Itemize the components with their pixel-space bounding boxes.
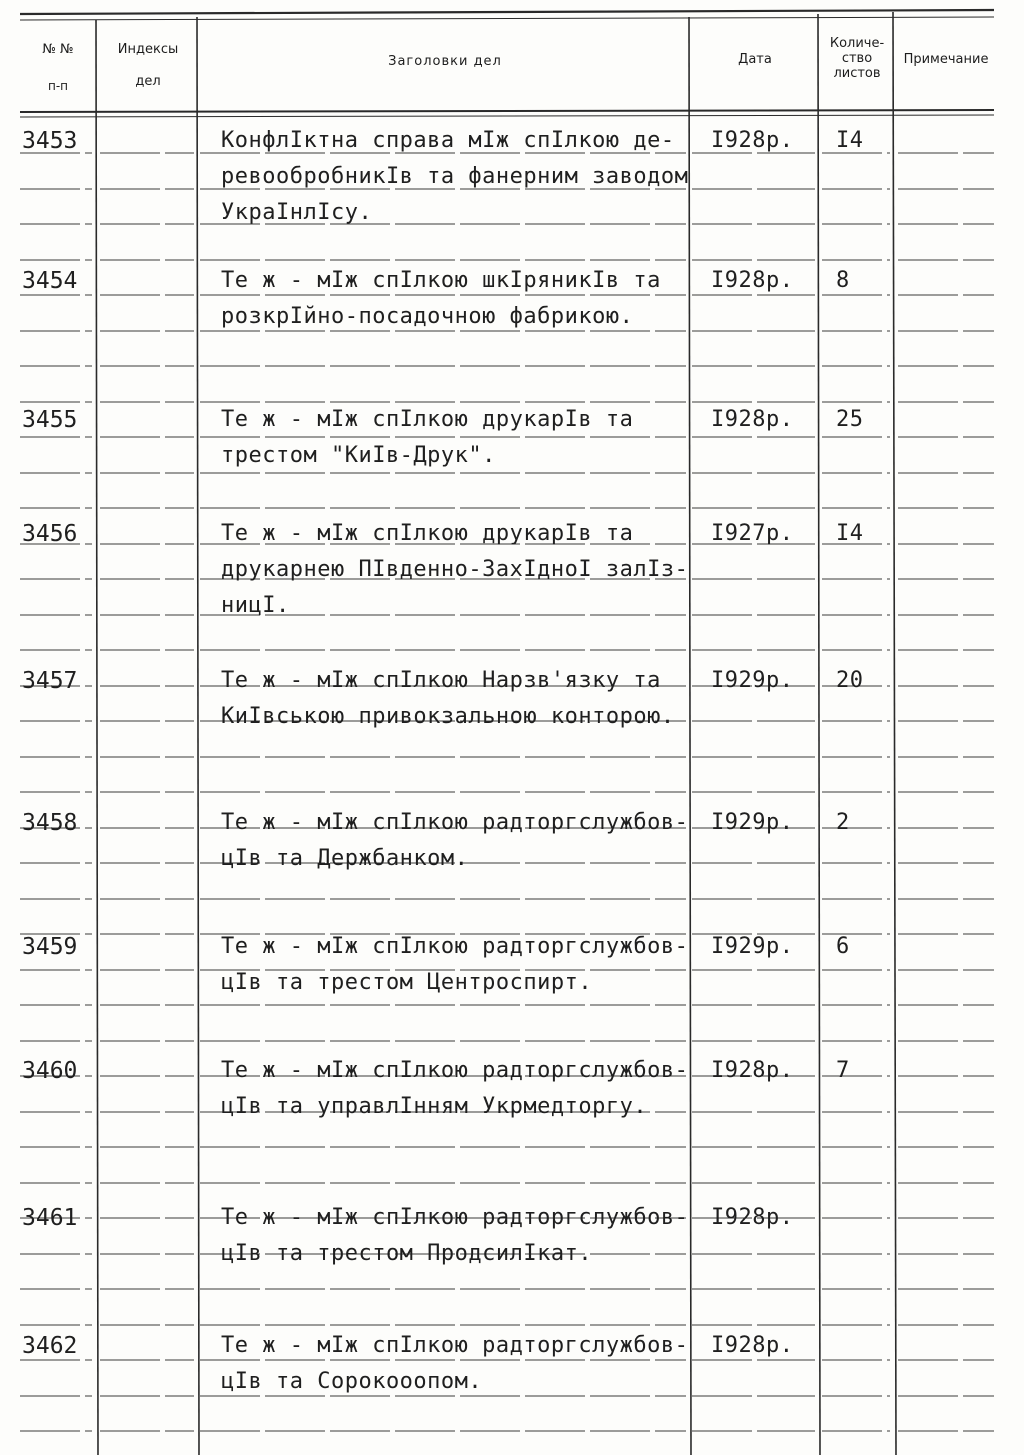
case-date: I929р. <box>711 810 794 835</box>
case-number: 3458 <box>22 810 78 836</box>
case-title-line: Те ж - мIж спIлкою Нарзв'язку та <box>221 668 661 693</box>
case-date: I929р. <box>711 668 794 693</box>
case-title-line: цIв та Держбанком. <box>221 846 469 871</box>
header-index-top: Индексы <box>117 42 179 57</box>
case-date: I928р. <box>711 407 794 432</box>
case-title-line: Те ж - мIж спIлкою радторгслужбов- <box>221 1205 689 1230</box>
case-date: I928р. <box>711 128 794 153</box>
case-title-line: Те ж - мIж спIлкою шкIряникIв та <box>221 268 661 293</box>
case-number: 3461 <box>22 1205 78 1231</box>
case-sheet-count: 20 <box>836 668 864 693</box>
case-date: I928р. <box>711 268 794 293</box>
case-title-line: ницI. <box>221 593 290 618</box>
case-sheet-count: 7 <box>836 1058 850 1083</box>
case-title-line: Те ж - мIж спIлкою радторгслужбов- <box>221 934 689 959</box>
case-date: I928р. <box>711 1058 794 1083</box>
case-title-line: КиIвською привокзальною конторою. <box>221 704 675 729</box>
case-title-line: Те ж - мIж спIлкою друкарIв та <box>221 407 634 432</box>
case-sheet-count: 25 <box>836 407 864 432</box>
case-title-line: Те ж - мIж спIлкою радторгслужбов- <box>221 1058 689 1083</box>
case-title-line: Те ж - мIж спIлкою радторгслужбов- <box>221 1333 689 1358</box>
case-title-line: цIв та управлIнням Укрмедторгу. <box>221 1094 648 1119</box>
case-number: 3457 <box>22 668 78 694</box>
header-count-line2: ство <box>841 51 873 66</box>
case-number: 3453 <box>22 128 78 154</box>
case-number: 3462 <box>22 1333 78 1359</box>
header-sheet-count <box>820 36 894 81</box>
case-title-line: трестом "КиIв-Друк". <box>221 443 496 468</box>
case-number: 3456 <box>22 521 78 547</box>
header-index-bottom: дел <box>135 74 161 89</box>
case-date: I928р. <box>711 1333 794 1358</box>
case-number: 3455 <box>22 407 78 433</box>
header-index <box>100 42 196 90</box>
case-title-line: Те ж - мIж спIлкою радторгслужбов- <box>221 810 689 835</box>
case-title-line: друкарнею ПIвденно-ЗахIдноI залIз- <box>221 557 689 582</box>
header-count-line3: листов <box>833 66 881 81</box>
case-sheet-count: 8 <box>836 268 850 293</box>
header-titles: Заголовки дел <box>388 54 502 69</box>
case-date: I927р. <box>711 521 794 546</box>
case-title-line: цIв та трестом Центроспирт. <box>221 970 593 995</box>
case-sheet-count: 6 <box>836 934 850 959</box>
case-title-line: Те ж - мIж спIлкою друкарIв та <box>221 521 634 546</box>
case-number: 3459 <box>22 934 78 960</box>
case-title-line: цIв та трестом ПродсилIкат. <box>221 1241 593 1266</box>
header-number <box>22 42 94 94</box>
header-count-line1: Количе- <box>829 36 885 51</box>
case-title-line: розкрIйно-посадочною фабрикою. <box>221 304 634 329</box>
header-date: Дата <box>738 52 772 67</box>
case-date: I928р. <box>711 1205 794 1230</box>
case-number: 3454 <box>22 268 78 294</box>
header-note: Примечание <box>903 52 989 67</box>
case-title-line: цIв та Сорокооопом. <box>221 1369 483 1394</box>
case-sheet-count: 2 <box>836 810 850 835</box>
case-title-line: ревообробникIв та фанерним заводом <box>221 164 689 189</box>
case-title-line: КонфлIктна справа мIж спIлкою де- <box>221 128 675 153</box>
case-title-line: УкраIнлIсу. <box>221 200 373 225</box>
header-number-bottom: п-п <box>47 79 69 93</box>
case-sheet-count: I4 <box>836 521 864 546</box>
case-sheet-count: I4 <box>836 128 864 153</box>
case-date: I929р. <box>711 934 794 959</box>
header-number-top: № № <box>42 42 74 57</box>
case-number: 3460 <box>22 1058 78 1084</box>
